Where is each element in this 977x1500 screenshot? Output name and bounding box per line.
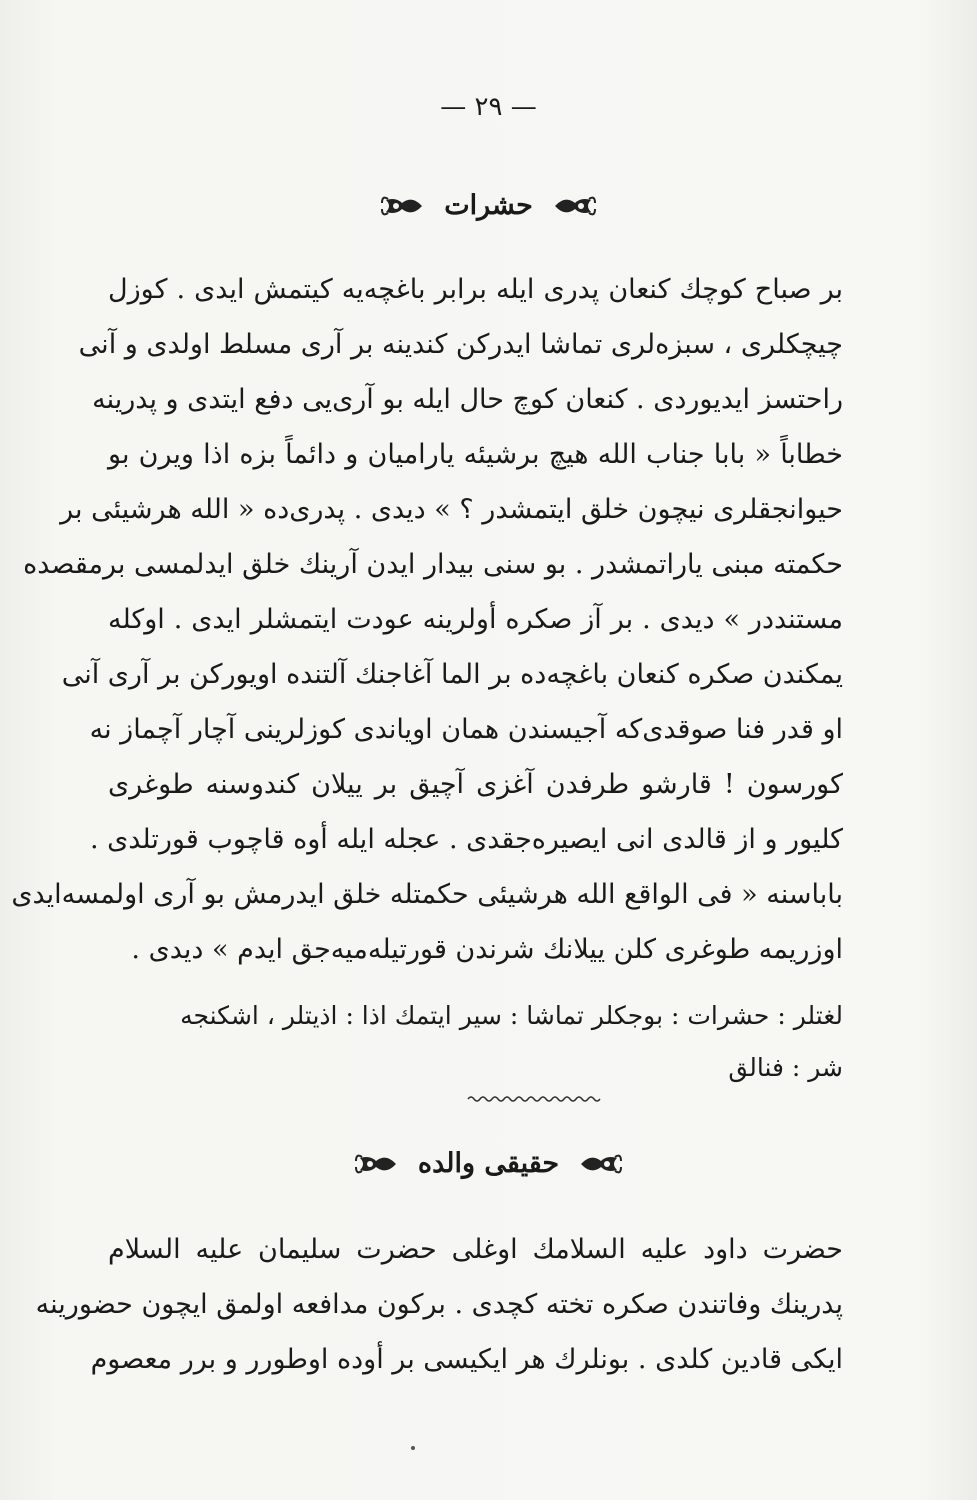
text-line: اوزریمه طوغری كلن ییلانك شرندن قورتیله‌میه‌جق ایدم » دیدی . <box>131 934 843 965</box>
text-line: حیوانجقلری نیچون خلق ایتمشدر ؟ » دیدی . پدری‌ده « الله هرشیئی بر <box>60 494 843 525</box>
glossary-line: شر : فنالق <box>728 1053 843 1082</box>
fleuron-ornament-icon <box>577 1149 623 1179</box>
text-line: كلیور و از قالدی انی ایصیره‌جقدی . عجله ایله أوه قاچوب قورتلدی . <box>89 824 843 855</box>
text-line: مستنددر » دیدی . بر آز صكره أولرینه عودت ایتمشلر ایدی . اوكله <box>108 604 843 635</box>
section-title: حشرات <box>444 190 533 221</box>
story-paragraph <box>11 262 843 977</box>
glossary-line: لغتلر : حشرات : بوجكلر تماشا : سیر ایتمك اذا : اذیتلر ، اشكنجه <box>180 1001 843 1030</box>
section-heading-insects <box>0 190 977 221</box>
fleuron-ornament-icon <box>380 191 426 221</box>
text-line: راحتسز ایدیوردی . كنعان كوچ حال ایله بو آری‌یی دفع ایتدی و پدرینه <box>92 384 843 415</box>
text-line: پدرینك وفاتندن صكره تخته كچدی . بركون مدافعه اولمق ایچون حضورینه <box>35 1289 843 1320</box>
text-line: ایكی قادین كلدی . بونلرك هر ایكیسی بر أوده اوطورر و برر معصوم <box>90 1344 843 1375</box>
text-line: كورسون ! قارشو طرفدن آغزی آچیق بر ییلان كندوسنه طوغری <box>108 769 843 800</box>
story-paragraph <box>35 1222 843 1387</box>
page-number: — ٢٩ — <box>440 92 537 122</box>
text-line: باباسنه « فی الواقع الله هرشیئی حكمتله خلق ایدرمش بو آری اولمسه‌ایدی <box>11 879 843 910</box>
vocabulary-glossary <box>108 990 843 1094</box>
fleuron-ornament-icon <box>551 191 597 221</box>
section-title: حقیقی والده <box>417 1148 560 1179</box>
fleuron-ornament-icon <box>354 1149 400 1179</box>
section-heading-true-mother <box>0 1148 977 1179</box>
text-line: خطاباً « بابا جناب الله هیچ برشیئه یارامیان و دائماً بزه اذا ویرن بو <box>108 439 843 470</box>
text-line: او قدر فنا صوقدی‌كه آجیسندن همان اویاندی كوزلرینی آچار آچماز نه <box>89 714 843 745</box>
text-line: حضرت داود علیه السلامك اوغلی حضرت سلیمان علیه السلام <box>108 1234 843 1265</box>
text-line: یمكندن صكره كنعان باغچه‌ده بر الما آغاجنك آلتنده اویوركن بر آری آنی <box>61 659 843 690</box>
ink-speck <box>411 1446 415 1450</box>
text-line: بر صباح كوچك كنعان پدری ایله برابر باغچه‌یه كیتمش ایدی . كوزل <box>108 274 843 305</box>
text-line: چیچكلری ، سبزه‌لری تماشا ایدركن كندینه بر آری مسلط اولدی و آنی <box>78 329 843 360</box>
wavy-divider <box>468 1094 600 1104</box>
text-line: حكمته مبنی یاراتمشدر . بو سنی بیدار ایدن آرینك خلق ایدلمسی برمقصده <box>23 549 843 580</box>
